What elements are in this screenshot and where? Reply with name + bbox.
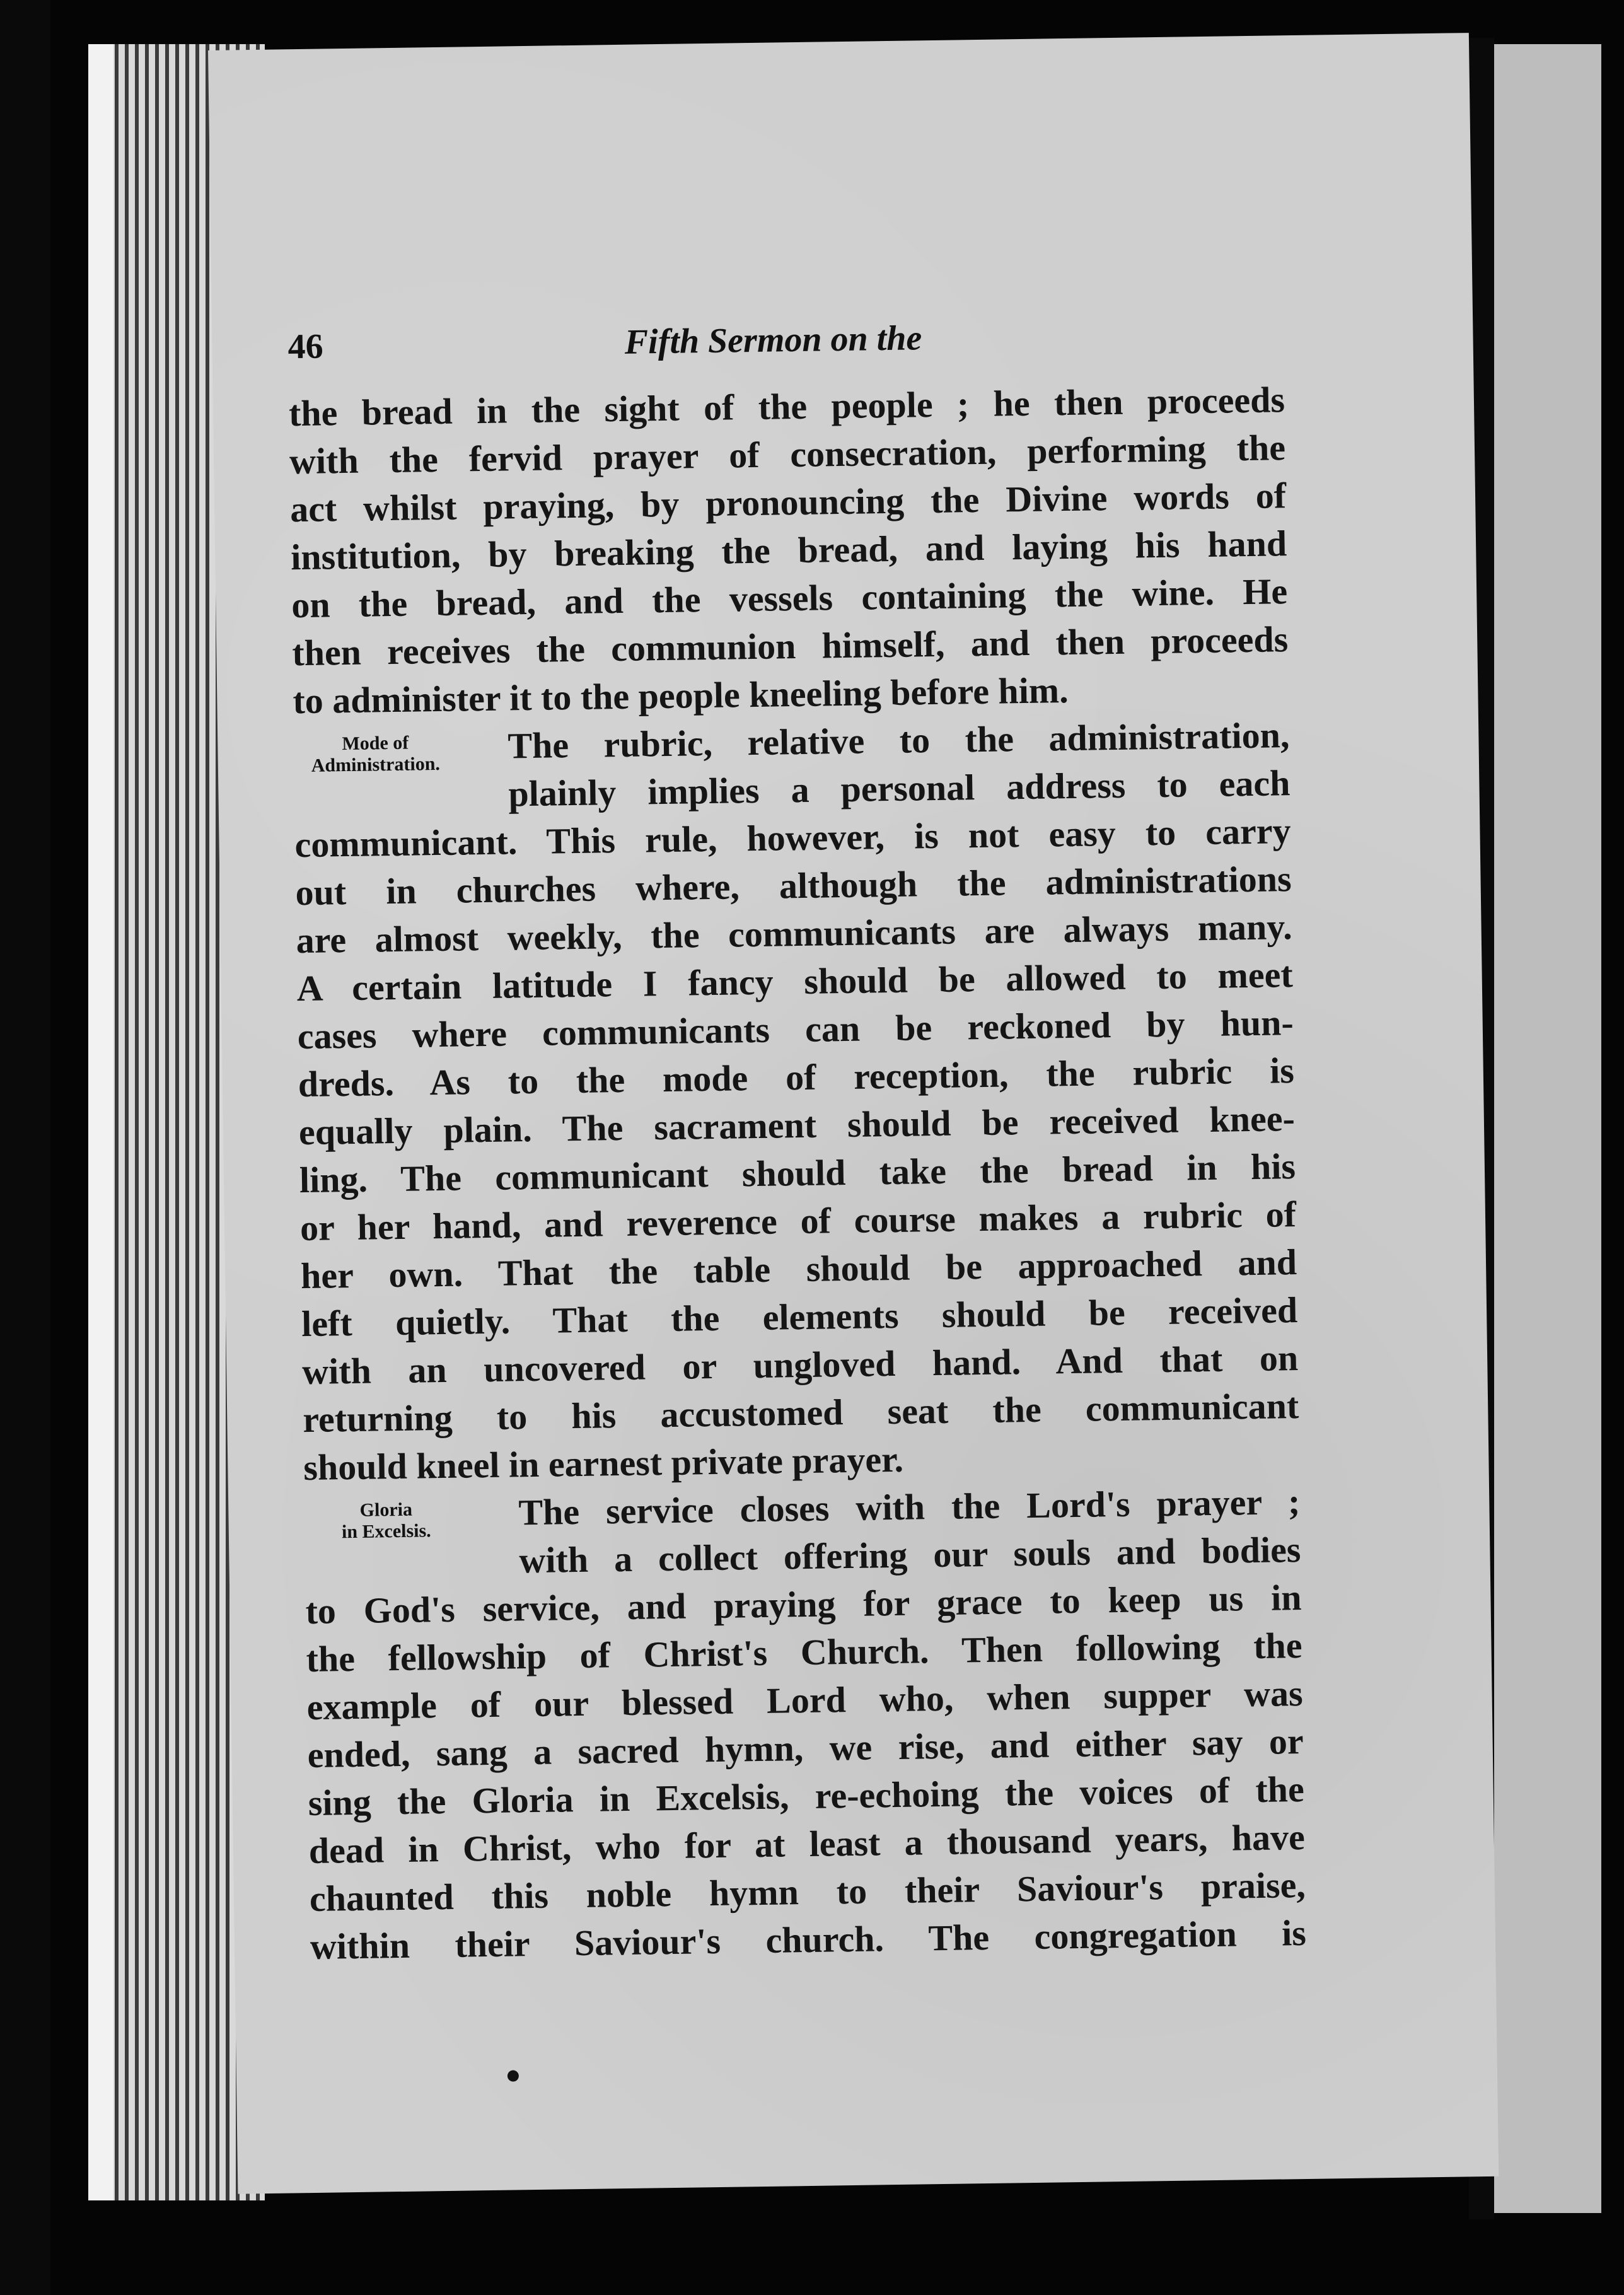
sidenote-line: Mode of [342, 732, 409, 755]
text-line: communicant. This rule, however, is not easy to carry [294, 810, 1291, 866]
text-line: ended, sang a sacred hymn, we rise, and either say or [307, 1721, 1304, 1776]
text-line: should kneel in earnest private prayer. [303, 1438, 904, 1489]
text-line: sing the Gloria in Excelsis, re-echoing the voices of the [308, 1768, 1305, 1824]
running-head: Fifth Sermon on the [624, 318, 922, 362]
text-line: cases where communicants can be reckoned by hun- [297, 1002, 1294, 1057]
text-line: left quietly. That the elements should be received [301, 1289, 1298, 1345]
scan-border-left [0, 0, 50, 2295]
sidenote-line: in Excelsis. [341, 1520, 431, 1543]
text-line: or her hand, and reverence of course makes a rubric of [299, 1194, 1297, 1249]
body-text [289, 376, 1307, 1971]
text-line: then receives the communion himself, and then proceeds [291, 619, 1289, 674]
text-line: ling. The communicant should take the bread in his [299, 1146, 1296, 1201]
text-line: with a collect offering our souls and bodies [519, 1529, 1301, 1581]
sidenote-line: Administration. [311, 753, 441, 776]
text-line: chaunted this noble hymn to their Saviour's praise, [309, 1864, 1306, 1920]
paragraph-1 [289, 376, 1289, 725]
text-line: returning to his accustomed seat the communicant [302, 1385, 1299, 1441]
text-line: The service closes with the Lord's prayer ; [518, 1481, 1301, 1533]
text-line: within their Saviour's church. The congregation is [310, 1912, 1307, 1968]
text-line: her own. That the table should be approached and [300, 1241, 1297, 1297]
text-line: the bread in the sight of the people ; he then proceeds [288, 379, 1285, 434]
text-line: The rubric, relative to the administration, [507, 714, 1290, 767]
text-line: on the bread, and the vessels containing the wine. He [291, 571, 1288, 626]
text-line: with an uncovered or ungloved hand. And that on [301, 1337, 1299, 1393]
text-line: with the fervid prayer of consecration, performing the [289, 427, 1286, 482]
text-line: plainly implies a personal address to each [508, 762, 1290, 815]
paragraph-3 [304, 1478, 1306, 1971]
text-line: to God's service, and praying for grace to keep us in [305, 1577, 1302, 1632]
ink-speck [508, 2070, 519, 2081]
text-line: to administer it to the people kneeling before him. [292, 670, 1069, 722]
text-line: the fellowship of Christ's Church. Then following the [306, 1625, 1302, 1680]
text-line: out in churches where, although the administrations [295, 858, 1292, 914]
page-number: 46 [287, 327, 324, 367]
text-line: dreds. As to the mode of reception, the rubric is [298, 1050, 1295, 1105]
text-line: dead in Christ, who for at least a thousand years, have [308, 1816, 1306, 1872]
text-line: equally plain. The sacrament should be received knee- [298, 1098, 1296, 1153]
text-line: institution, by breaking the bread, and laying his hand [290, 523, 1287, 578]
facing-page-edge [1494, 44, 1601, 2213]
text-line: are almost weekly, the communicants are always many. [296, 906, 1293, 962]
text-line: example of our blessed Lord who, when supper was [306, 1673, 1304, 1728]
book-page [208, 33, 1499, 2194]
sidenote-gloria-in-excelsis [291, 1498, 481, 1543]
text-line: act whilst praying, by pronouncing the Divine words of [289, 475, 1287, 530]
page-edge-highlight [88, 44, 113, 2200]
text-line: A certain latitude I fancy should be allowed to meet [296, 954, 1294, 1009]
sidenote-mode-of-administration [281, 731, 470, 777]
page-header [287, 311, 1423, 377]
paragraph-2 [293, 711, 1300, 1492]
sidenote-line: Gloria [359, 1499, 413, 1521]
